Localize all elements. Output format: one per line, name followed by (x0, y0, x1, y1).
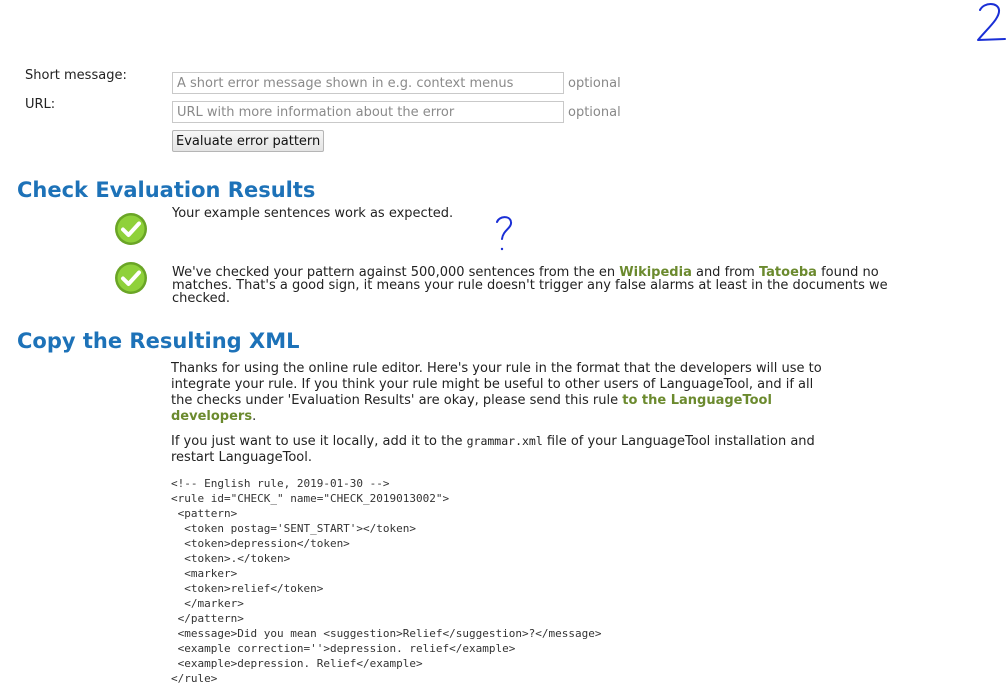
copy-xml-heading: Copy the Resulting XML (17, 329, 300, 353)
check-success-icon (114, 261, 148, 295)
check-success-icon (114, 212, 148, 246)
evaluate-error-pattern-button[interactable]: Evaluate error pattern (172, 130, 324, 152)
evaluation-results-heading: Check Evaluation Results (17, 178, 316, 202)
local-usage-paragraph (171, 433, 836, 466)
evaluation-result-corpus (172, 266, 917, 305)
handwritten-2-annotation (974, 0, 1006, 44)
handwritten-question-mark (493, 214, 515, 254)
short-message-optional-hint: optional (568, 76, 621, 91)
grammar-xml-filename: grammar.xml (466, 434, 543, 448)
resulting-xml-code[interactable]: <!-- English rule, 2019-01-30 --> <rule id="CHECK_" name="CHECK_2019013002"> <pattern> <token postag='SENT_START'></token> <token>depression</token> <token>.</token> <marker> <token>relief</token> </marker> </pattern> <message>Did you mean <suggestion>Relief</suggestion>?</message> <example correction=''>depression. relief</example> <example>depression. Relief</example> </rule> (171, 477, 602, 685)
corpus-text-suffix: found no matches. That's a good sign, it means your rule doesn't trigger any false alarms at least in the documents we checked. (172, 265, 888, 306)
copy-intro-end: . (252, 409, 257, 424)
local-usage-text-end: file of your LanguageTool installation and restart LanguageTool. (171, 434, 815, 465)
evaluation-result-examples: Your example sentences work as expected. (172, 206, 454, 221)
copy-intro-text: Thanks for using the online rule editor. Here's your rule in the format that the developers will use to integrate your rule. If you think your rule might be useful to other users of LanguageTool, and if all the checks under 'Evaluation Results' are okay, please send this rule (171, 361, 822, 408)
short-message-input[interactable] (172, 72, 564, 94)
url-label: URL: (25, 97, 56, 112)
copy-intro-paragraph (171, 361, 836, 425)
url-input[interactable] (172, 101, 564, 123)
short-message-label: Short message: (25, 68, 127, 83)
tatoeba-link[interactable]: Tatoeba (758, 265, 817, 280)
url-optional-hint: optional (568, 105, 621, 120)
corpus-text-mid: and from (691, 265, 759, 280)
corpus-text-prefix: We've checked your pattern against 500,000 sentences from the en (172, 265, 620, 280)
local-usage-text: If you just want to use it locally, add it to the (171, 434, 467, 449)
wikipedia-link[interactable]: Wikipedia (619, 265, 692, 280)
languagetool-developers-link[interactable]: to the LanguageTool developers (171, 393, 772, 424)
